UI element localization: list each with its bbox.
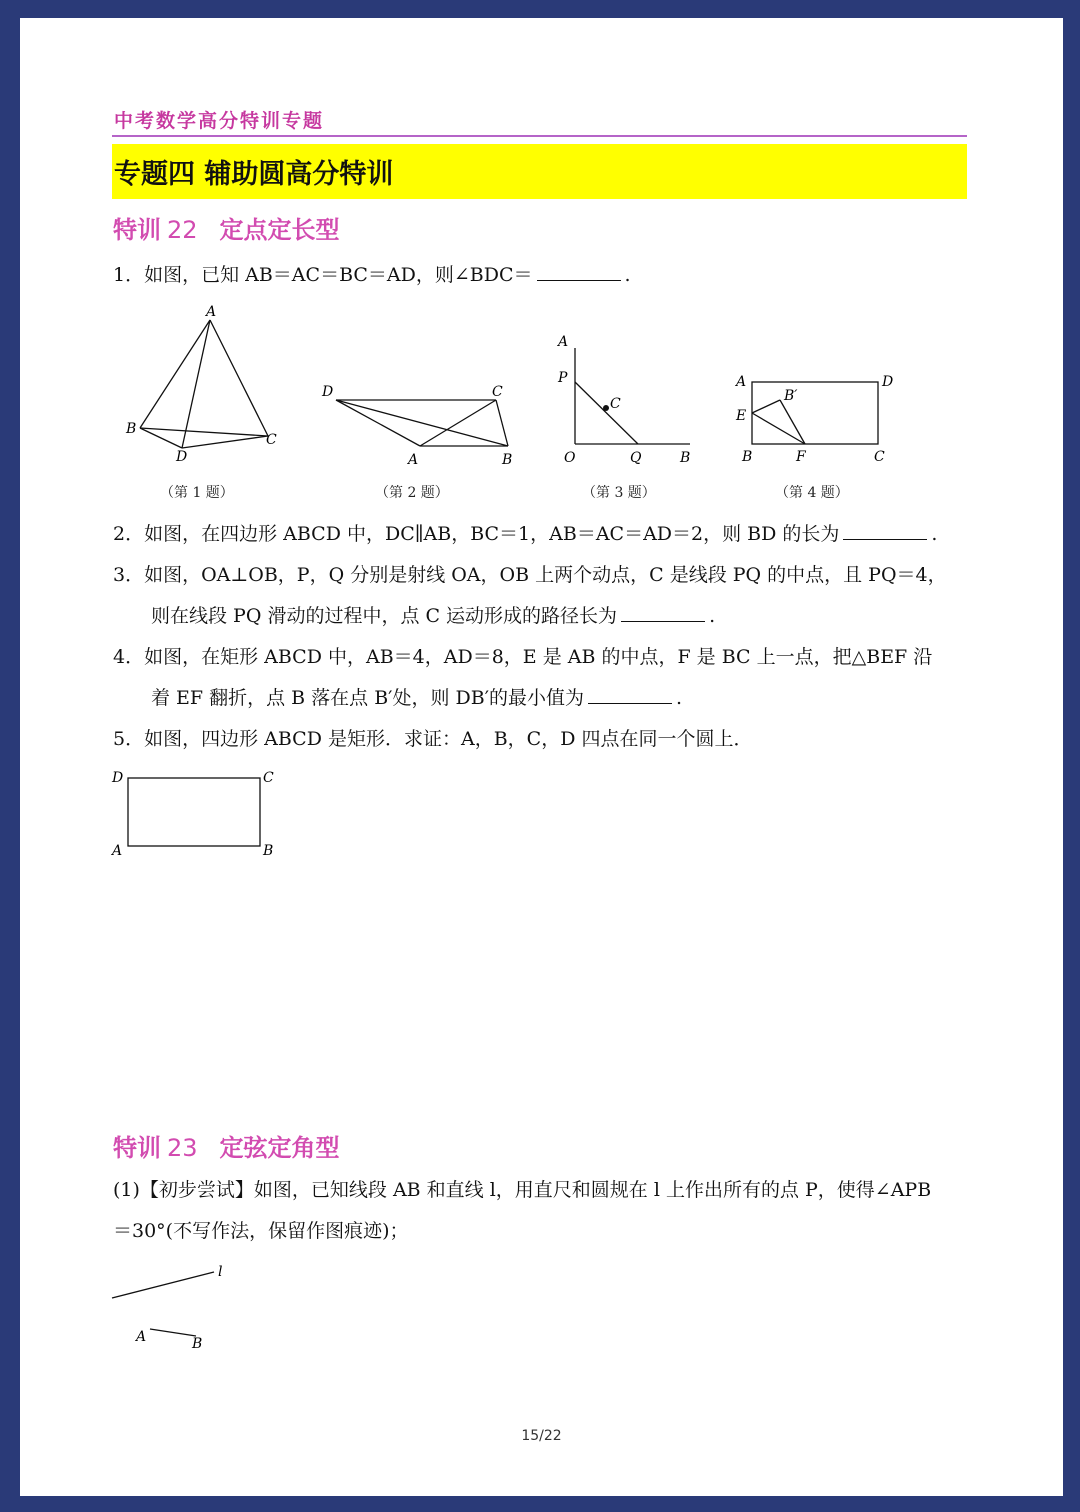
point-label: D <box>882 374 894 390</box>
section-prefix: 特训 <box>113 216 161 244</box>
figure-6 <box>108 1258 268 1362</box>
figure-4 <box>732 368 912 472</box>
question-6-line-1: (1)【初步尝试】如图，已知线段 AB 和直线 l，用直尺和圆规在 l 上作出所有的点 P，使得∠APB <box>113 1179 932 1201</box>
topic-title: 专题四 辅助圆高分特训 <box>114 159 394 190</box>
question-4-line-1: 4．如图，在矩形 ABCD 中，AB＝4，AD＝8，E 是 AB 的中点，F 是 BC 上一点，把△BEF 沿 <box>113 646 933 668</box>
section-22-title <box>113 210 340 245</box>
answer-blank[interactable] <box>588 702 672 704</box>
question-1: 1．如图，已知 AB＝AC＝BC＝AD，则∠BDC＝ . <box>113 264 631 286</box>
figure-5 <box>108 766 288 866</box>
point-label: B <box>502 452 513 468</box>
point-label: A <box>136 1329 147 1345</box>
question-2: 2．如图，在四边形 ABCD 中，DC∥AB，BC＝1，AB＝AC＝AD＝2，则 BD 的长为 . <box>113 523 938 545</box>
point-label: P <box>558 370 568 386</box>
figure-3-caption: （第 3 题） <box>582 485 656 501</box>
topic-banner <box>112 144 967 199</box>
section-prefix: 特训 <box>113 1134 161 1162</box>
question-5-text: 5．如图，四边形 ABCD 是矩形．求证：A，B，C，D 四点在同一个圆上． <box>113 728 753 750</box>
point-label: B <box>742 449 753 465</box>
point-label: C <box>492 384 503 400</box>
point-label: D <box>322 384 334 400</box>
question-1-text: 1．如图，已知 AB＝AC＝BC＝AD，则∠BDC＝ <box>113 264 533 286</box>
point-label: C <box>263 770 274 786</box>
figure-1-diagram <box>120 304 290 468</box>
point-label: A <box>112 843 123 859</box>
point-label: B <box>126 421 137 437</box>
point-label: A <box>206 304 217 320</box>
point-label: A <box>558 334 569 350</box>
page <box>20 18 1063 1496</box>
question-4 <box>113 637 973 719</box>
section-number: 23 <box>167 1134 198 1162</box>
figure-4-diagram <box>732 368 912 468</box>
section-name: 定弦定角型 <box>219 1134 340 1162</box>
figure-2 <box>320 378 520 472</box>
point-label: D <box>176 449 188 465</box>
figure-4-caption: （第 4 题） <box>775 485 849 501</box>
point-label: F <box>796 449 806 465</box>
question-3 <box>113 555 973 637</box>
answer-blank[interactable] <box>621 620 705 622</box>
page-number: 15/22 <box>521 1428 562 1444</box>
question-6-line-2: ＝30°(不写作法，保留作图痕迹)； <box>113 1220 409 1242</box>
question-3-line-2: 则在线段 PQ 滑动的过程中，点 C 运动形成的路径长为 . <box>151 605 716 627</box>
section-number: 22 <box>167 216 198 244</box>
figure-2-diagram <box>320 378 520 468</box>
question-4-line-2: 着 EF 翻折，点 B 落在点 B′处，则 DB′的最小值为 . <box>151 687 683 709</box>
point-label: O <box>564 450 576 466</box>
midpoint-dot <box>603 405 609 411</box>
figure-1-caption: （第 1 题） <box>160 485 234 501</box>
figure-2-caption: （第 2 题） <box>375 485 449 501</box>
section-name: 定点定长型 <box>219 216 340 244</box>
point-label: B <box>680 450 691 466</box>
point-label: C <box>874 449 885 465</box>
header-divider <box>112 135 967 137</box>
figure-6-diagram <box>108 1258 268 1358</box>
point-label: l <box>218 1264 223 1280</box>
point-label: Q <box>630 450 642 466</box>
question-3-line-1: 3．如图，OA⊥OB，P，Q 分别是射线 OA，OB 上两个动点，C 是线段 PQ 的中点，且 PQ＝4， <box>113 564 947 586</box>
question-2-text: 2．如图，在四边形 ABCD 中，DC∥AB，BC＝1，AB＝AC＝AD＝2，则 BD 的长为 <box>113 523 840 545</box>
section-23-title <box>113 1128 340 1163</box>
answer-blank[interactable] <box>843 538 927 540</box>
point-label: D <box>112 770 124 786</box>
point-label: A <box>736 374 747 390</box>
point-label: A <box>408 452 419 468</box>
figure-5-diagram <box>108 766 288 862</box>
point-label: E <box>736 408 747 424</box>
point-label: B <box>263 843 274 859</box>
figure-1 <box>120 304 290 472</box>
answer-blank[interactable] <box>537 279 621 281</box>
figure-3 <box>550 328 710 472</box>
question-5 <box>113 719 973 760</box>
point-label: C <box>610 396 621 412</box>
point-label: B′ <box>784 388 798 404</box>
figure-3-diagram <box>550 328 710 468</box>
header-title: 中考数学高分特训专题 <box>114 110 325 132</box>
point-label: C <box>266 432 277 448</box>
question-6 <box>113 1170 973 1252</box>
point-label: B <box>192 1336 203 1352</box>
